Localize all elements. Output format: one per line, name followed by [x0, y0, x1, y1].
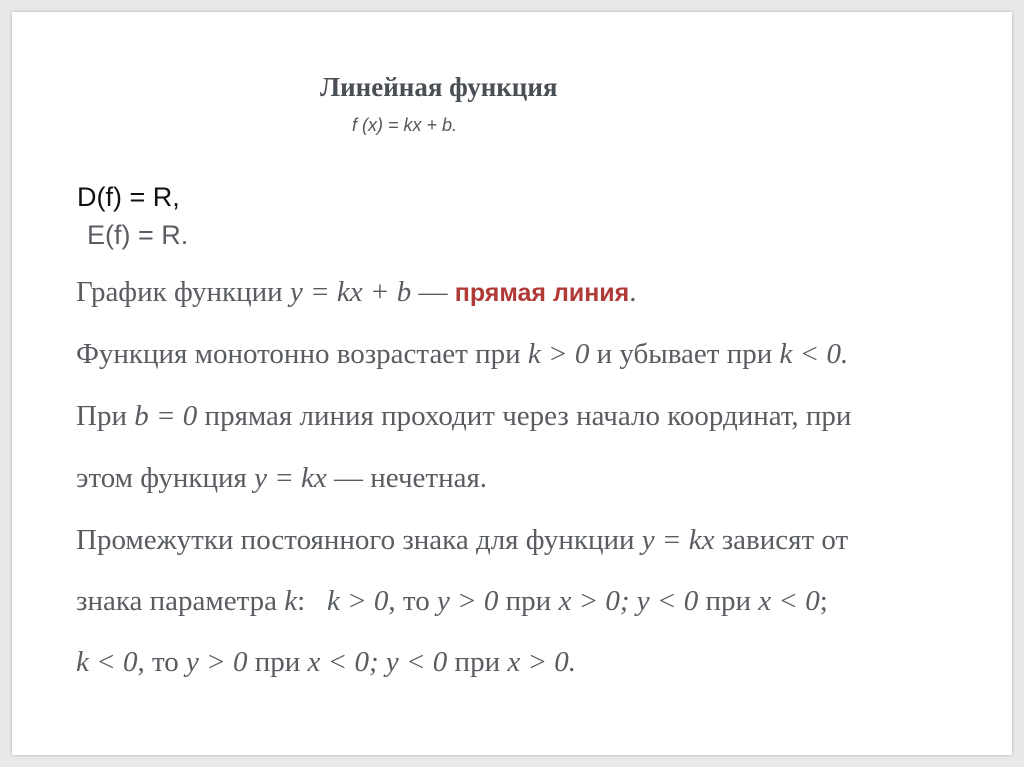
- positive-k-case: [76, 585, 828, 618]
- slide: [12, 12, 1012, 755]
- condition: k > 0: [326, 585, 389, 617]
- odd-function-statement: [76, 462, 487, 495]
- slide-title: Линейная функция: [320, 72, 558, 102]
- text-span: Функция монотонно возрастает при: [76, 338, 528, 370]
- text-span: Промежутки постоянного знака для функции: [76, 524, 642, 556]
- parameter: k: [284, 585, 298, 617]
- condition: k < 0.: [779, 338, 849, 370]
- condition: y > 0: [186, 646, 248, 678]
- condition: x < 0; y < 0: [307, 646, 448, 678]
- text-span: и убывает при: [589, 338, 780, 370]
- dash: —: [411, 276, 455, 308]
- condition: x < 0: [758, 585, 820, 617]
- text-span: График функции: [76, 276, 290, 308]
- condition: k < 0: [76, 646, 138, 678]
- text-span: зависят от: [714, 524, 849, 556]
- text-span: ;: [819, 585, 828, 617]
- condition: x > 0; y < 0: [558, 585, 699, 617]
- equation: y = kx: [641, 524, 715, 556]
- condition: x > 0.: [507, 646, 577, 678]
- origin-statement: [76, 400, 851, 433]
- text-span: этом функция: [76, 462, 255, 494]
- condition: y > 0: [436, 585, 499, 617]
- function-formula: f (x) = kx + b.: [352, 115, 458, 135]
- text-span: знака параметра: [76, 585, 285, 617]
- text-span: При: [76, 400, 135, 432]
- text-span: — нечетная.: [326, 462, 488, 494]
- equation: y = kx + b: [289, 276, 412, 308]
- domain-line: D(f) = R,: [77, 182, 180, 212]
- condition: k > 0: [527, 338, 590, 370]
- range-line: E(f) = R.: [87, 220, 189, 250]
- text-span: при: [698, 585, 759, 617]
- condition: b = 0: [134, 400, 198, 432]
- monotonicity-statement: [76, 338, 848, 371]
- text-span: , то: [388, 585, 437, 617]
- equation: y = kx: [254, 462, 327, 494]
- negative-k-case: [76, 646, 576, 679]
- text-span: при: [247, 646, 308, 678]
- text-span: :: [297, 585, 327, 617]
- sign-intervals-statement: [76, 524, 848, 557]
- period: .: [629, 276, 637, 308]
- text-span: прямая линия проходит через начало координат, при: [197, 400, 852, 432]
- text-span: при: [498, 585, 559, 617]
- highlighted-term: прямая линия: [454, 279, 630, 307]
- graph-statement: [76, 276, 637, 309]
- text-span: , то: [137, 646, 186, 678]
- text-span: при: [447, 646, 508, 678]
